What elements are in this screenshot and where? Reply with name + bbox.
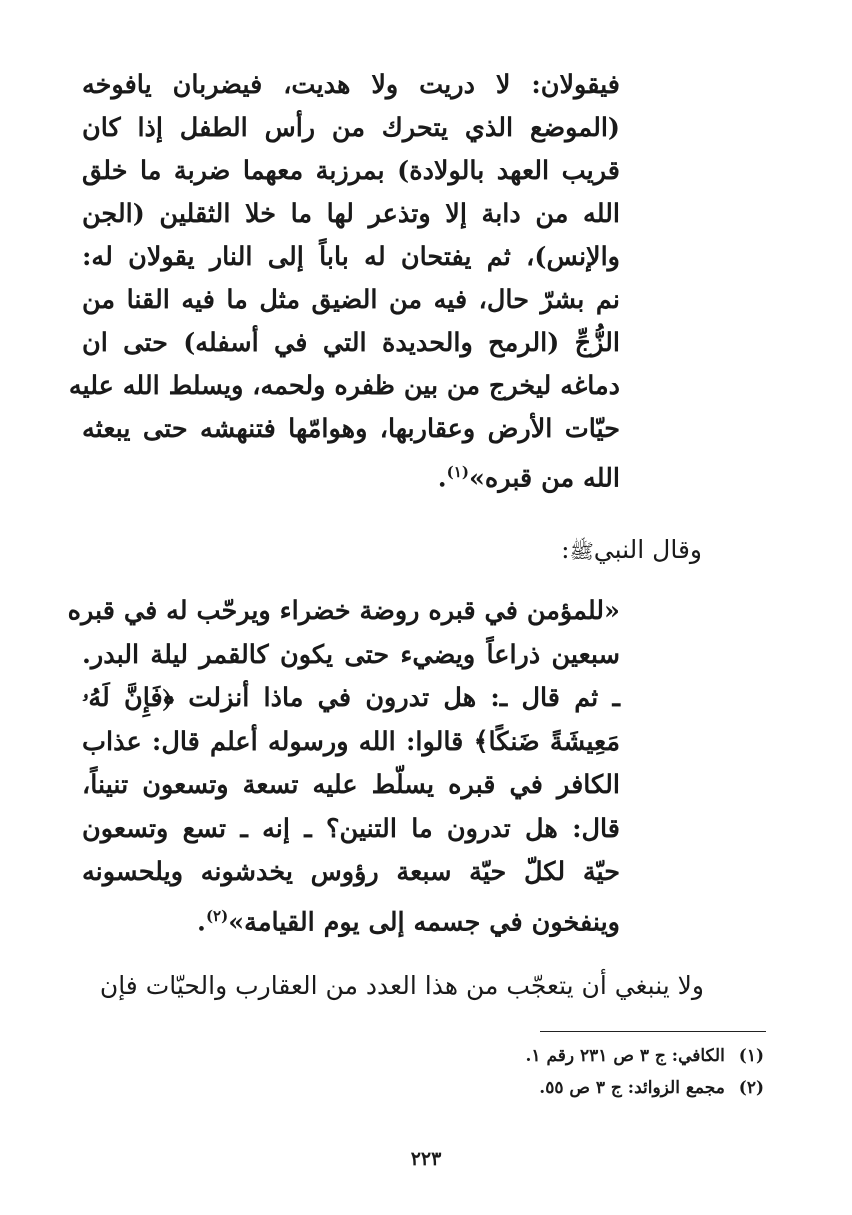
paragraph-continuation xyxy=(84,966,704,1006)
text-line: مَعِيشَةً ضَنكًا﴾ قالوا: الله ورسوله أعلم قال: عذاب xyxy=(82,726,620,757)
footnote-item xyxy=(525,1040,764,1072)
text-line: الكافر في قبره يسلّط عليه تسعة وتسعون تنيناً، xyxy=(82,770,620,800)
text-line: نم بشرّ حال، فيه من الضيق مثل ما فيه القنا من xyxy=(82,285,620,315)
text-line: حيّات الأرض وعقاربها، وهوامّها فتنهشه حتى يبعثه xyxy=(82,414,620,444)
footnote-text: الكافي: ج ٣ ص ٢٣١ رقم ١. xyxy=(525,1046,725,1066)
footnote-reference[interactable]: (٢) xyxy=(205,906,229,925)
text-line-content: الله من قبره» xyxy=(468,463,620,494)
text-line: الزُّجِّ (الرمح والحديدة التي في أسفله) حتى ان xyxy=(82,328,620,358)
text-line: حيّة لكلّ حيّة سبعة رؤوس يخدشونه ويلحسونه xyxy=(82,857,620,887)
text-line: (الموضع الذي يتحرك من رأس الطفل إذا كان xyxy=(82,113,620,143)
text-line: ـ ثم قال ـ: هل تدرون في ماذا أنزلت ﴿فَإِنَّ لَهُۥ xyxy=(82,683,620,713)
intro-line xyxy=(142,530,702,571)
text-line: «للمؤمن في قبره روضة خضراء ويرحّب له في قبره xyxy=(67,596,620,626)
text-line-content: وينفخون في جسمه إلى يوم القيامة» xyxy=(228,907,620,937)
text-line: قال: هل تدرون ما التنين؟ ـ إنه ـ تسع وتسعون xyxy=(82,813,621,844)
text-line xyxy=(142,530,702,571)
page-number: ٢٢٣ xyxy=(410,1148,442,1170)
footnotes xyxy=(525,1040,764,1104)
end-mark: . xyxy=(437,463,447,494)
footnote-item xyxy=(525,1072,764,1104)
footnote-number: (١) xyxy=(738,1046,764,1066)
text-line: والإنس)، ثم يفتحان له باباً إلى النار يقولان له: xyxy=(82,242,620,272)
quote-passage-2 xyxy=(67,590,621,945)
text-line: قريب العهد بالولادة) بمرزبة معهما ضربة ما خلق xyxy=(82,156,620,186)
intro-colon: : xyxy=(561,535,570,564)
end-mark: . xyxy=(197,907,206,937)
intro-text: وقال النبي xyxy=(593,535,702,564)
footnote-separator xyxy=(540,1031,766,1032)
text-line-last xyxy=(82,895,620,945)
text-line: ولا ينبغي أن يتعجّب من هذا العدد من العقارب والحيّات فإن xyxy=(99,971,704,1000)
footnote-number: (٢) xyxy=(738,1078,764,1098)
footnote-text: مجمع الزوائد: ج ٣ ص ٥٥. xyxy=(539,1078,725,1098)
text-line: فيقولان: لا دريت ولا هديت، فيضربان يافوخه xyxy=(82,70,620,100)
honorific-symbol: ﷺ xyxy=(569,539,594,563)
footnote-reference[interactable]: (١) xyxy=(446,463,469,481)
text-line-last xyxy=(82,451,620,501)
text-line: الله من دابة إلا وتذعر لها ما خلا الثقلين (الجن xyxy=(82,199,620,229)
text-line: سبعين ذراعاً ويضيء حتى يكون كالقمر ليلة البدر. xyxy=(82,639,620,670)
text-line: دماغه ليخرج من بين ظفره ولحمه، ويسلط الله عليه xyxy=(68,371,620,401)
quote-passage-1 xyxy=(68,64,620,501)
